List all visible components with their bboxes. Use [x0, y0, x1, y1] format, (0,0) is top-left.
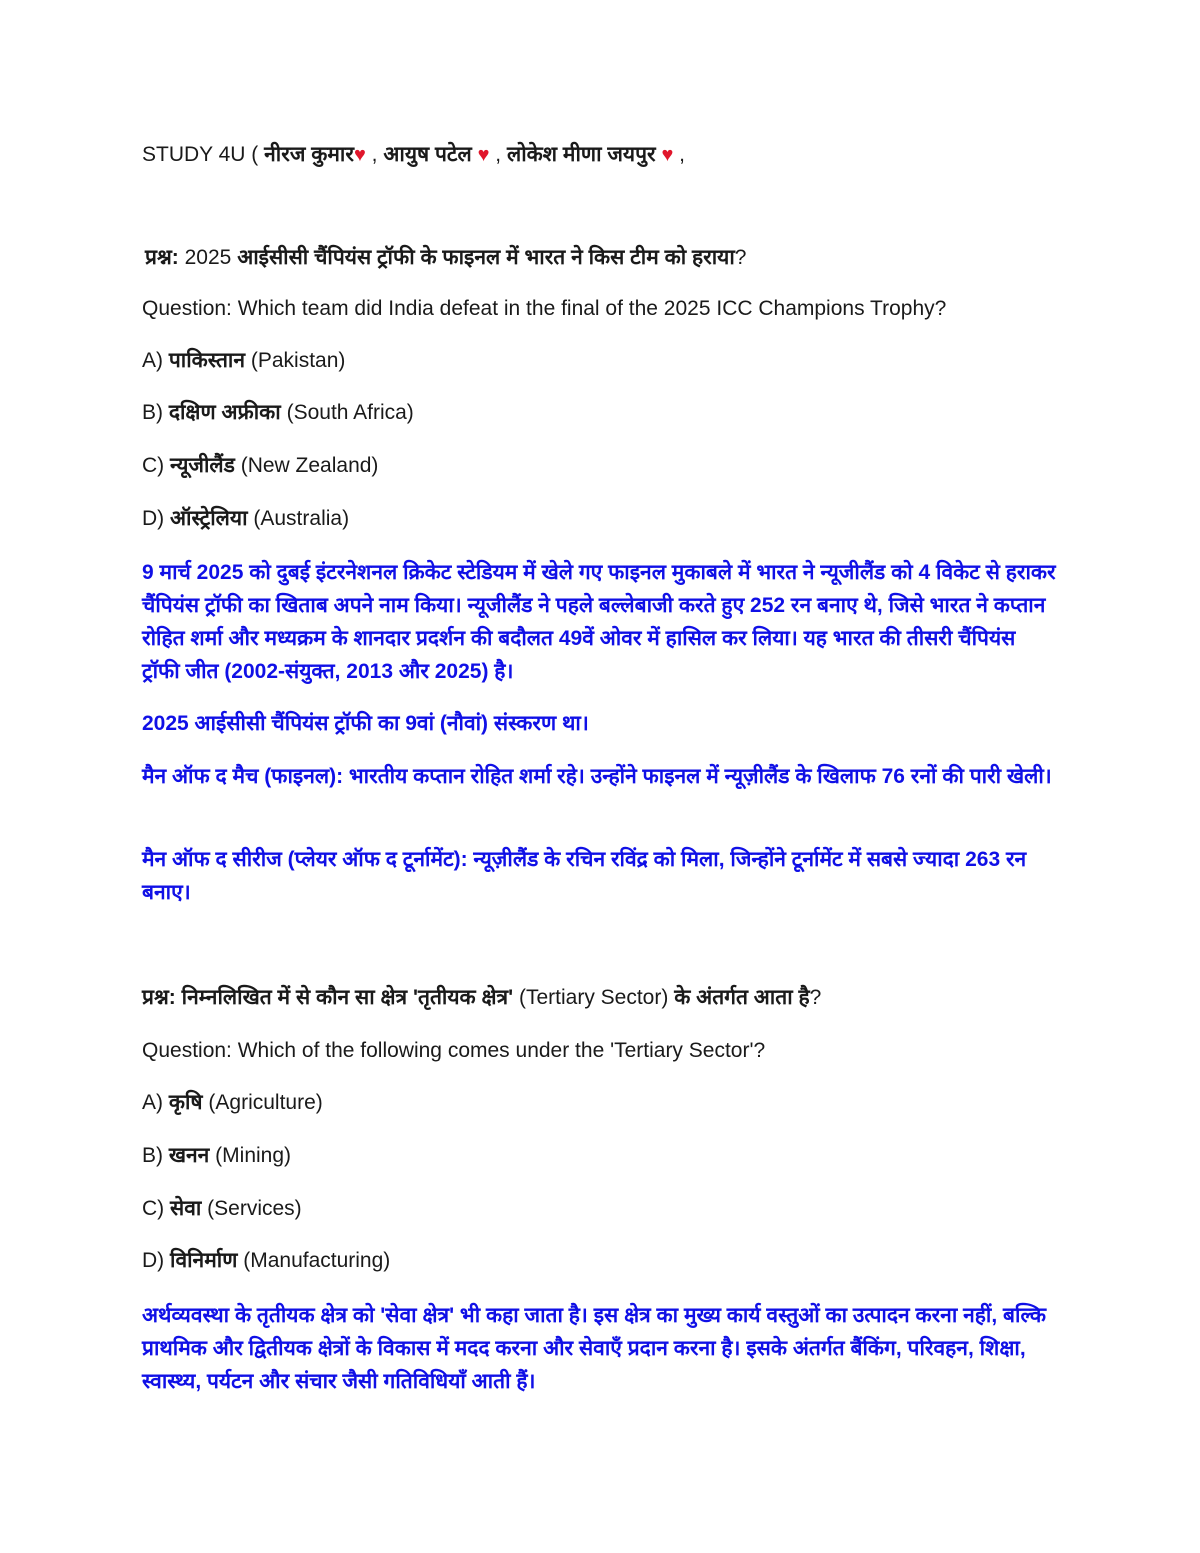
option-letter: D)	[142, 507, 170, 530]
q2-english: Question: Which of the following comes under the 'Tertiary Sector'?	[142, 1039, 766, 1062]
option-english: (New Zealand)	[234, 454, 379, 477]
option-hindi: न्यूजीलैंड	[170, 454, 235, 477]
q1-explanation-mos: मैन ऑफ द सीरीज (प्लेयर ऑफ द टूर्नामेंट): न्यूज़ीलैंड के रचिन रविंद्र को मिला, जिन्होंने टूर्नामेंट में सबसे ज्यादा 263 रन बनाए।	[142, 848, 1027, 904]
q1-explanation-edition: 2025 आईसीसी चैंपियंस ट्रॉफी का 9वां (नौवां) संस्करण था।	[142, 712, 589, 735]
option-hindi: ऑस्ट्रेलिया	[170, 507, 248, 530]
q2-explanation: अर्थव्यवस्था के तृतीयक क्षेत्र को 'सेवा क्षेत्र' भी कहा जाता है। इस क्षेत्र का मुख्य कार्य वस्तुओं का उत्पादन करना नहीं, बल्कि प्राथमिक और द्वितीयक क्षेत्रों के विकास में मदद करना और सेवाएँ प्रदान करना है। इसके अंतर्गत बैंकिंग, परिवहन, शिक्षा, स्वास्थ्य, पर्यटन और संचार जैसी गतिविधियाँ आती हैं।	[142, 1304, 1047, 1393]
q2-option-d	[142, 1246, 390, 1276]
q2-option-c	[142, 1194, 302, 1224]
q1-explanation-mom: मैन ऑफ द मैच (फाइनल): भारतीय कप्तान रोहित शर्मा रहे। उन्होंने फाइनल में न्यूज़ीलैंड के खिलाफ 76 रनों की पारी खेली।	[142, 765, 1052, 788]
option-letter: A)	[142, 1091, 169, 1114]
option-hindi: पाकिस्तान	[168, 349, 246, 372]
header-name-2: आयुष पटेल	[383, 143, 472, 166]
header-name-3: लोकेश मीणा जयपुर	[506, 143, 656, 166]
option-hindi: दक्षिण अफ्रीका	[168, 401, 281, 424]
q2-hindi	[142, 983, 821, 1013]
q1-qmark: ?	[734, 246, 747, 269]
q2-hindi-tail: के अंतर्गत आता है	[674, 986, 810, 1009]
option-english: (Agriculture)	[202, 1091, 323, 1114]
q2-hindi-text: निम्नलिखित में से कौन सा क्षेत्र 'तृतीयक क्षेत्र'	[175, 986, 514, 1009]
option-english: (South Africa)	[280, 401, 414, 424]
q1-label: प्रश्न:	[145, 246, 179, 269]
option-english: (Manufacturing)	[237, 1249, 391, 1272]
q1-option-d	[142, 504, 349, 534]
q1-option-c	[142, 451, 378, 481]
q2-option-a	[142, 1088, 323, 1118]
header-name-1: नीरज कुमार	[264, 143, 354, 166]
option-letter: C)	[142, 454, 170, 477]
option-hindi: सेवा	[170, 1197, 202, 1220]
q1-year: 2025	[178, 246, 238, 269]
q2-english-in-hindi: (Tertiary Sector)	[513, 986, 675, 1009]
q1-hindi-text: आईसीसी चैंपियंस ट्रॉफी के फाइनल में भारत ने किस टीम को हराया	[237, 246, 735, 269]
q1-explanation-main: 9 मार्च 2025 को दुबई इंटरनेशनल क्रिकेट स्टेडियम में खेले गए फाइनल मुकाबले में भारत ने न्यूजीलैंड को 4 विकेट से हराकर चैंपियंस ट्रॉफी का खिताब अपने नाम किया। न्यूजीलैंड ने पहले बल्लेबाजी करते हुए 252 रन बनाए थे, जिसे भारत ने कप्तान रोहित शर्मा और मध्यक्रम के शानदार प्रदर्शन की बदौलत 49वें ओवर में हासिल कर लिया। यह भारत की तीसरी चैंपियंस ट्रॉफी जीत (2002-संयुक्त, 2013 और 2025) है।	[142, 561, 1056, 683]
header-sep-2: ,	[489, 143, 507, 166]
q1-option-a	[142, 346, 345, 376]
option-letter: C)	[142, 1197, 170, 1220]
option-letter: B)	[142, 1144, 169, 1167]
option-english: (Services)	[201, 1197, 302, 1220]
option-hindi: विनिर्माण	[170, 1249, 238, 1272]
option-english: (Australia)	[247, 507, 350, 530]
option-letter: B)	[142, 401, 169, 424]
heart-icon: ♥	[353, 144, 366, 166]
q2-label: प्रश्न:	[142, 986, 176, 1009]
header-line	[142, 140, 685, 170]
q2-qmark: ?	[809, 986, 822, 1009]
q2-option-b	[142, 1141, 291, 1171]
option-letter: D)	[142, 1249, 170, 1272]
heart-icon: ♥	[477, 144, 490, 166]
heart-icon: ♥	[661, 144, 674, 166]
q1-hindi	[145, 243, 746, 273]
option-letter: A)	[142, 349, 169, 372]
option-english: (Mining)	[209, 1144, 292, 1167]
q1-option-b	[142, 398, 414, 428]
header-prefix: STUDY 4U (	[142, 143, 265, 166]
header-suffix: ,	[673, 143, 686, 166]
option-hindi: खनन	[168, 1144, 210, 1167]
q1-english: Question: Which team did India defeat in the final of the 2025 ICC Champions Trophy?	[142, 297, 947, 320]
option-english: (Pakistan)	[245, 349, 346, 372]
header-sep-1: ,	[365, 143, 384, 166]
option-hindi: कृषि	[168, 1091, 203, 1114]
